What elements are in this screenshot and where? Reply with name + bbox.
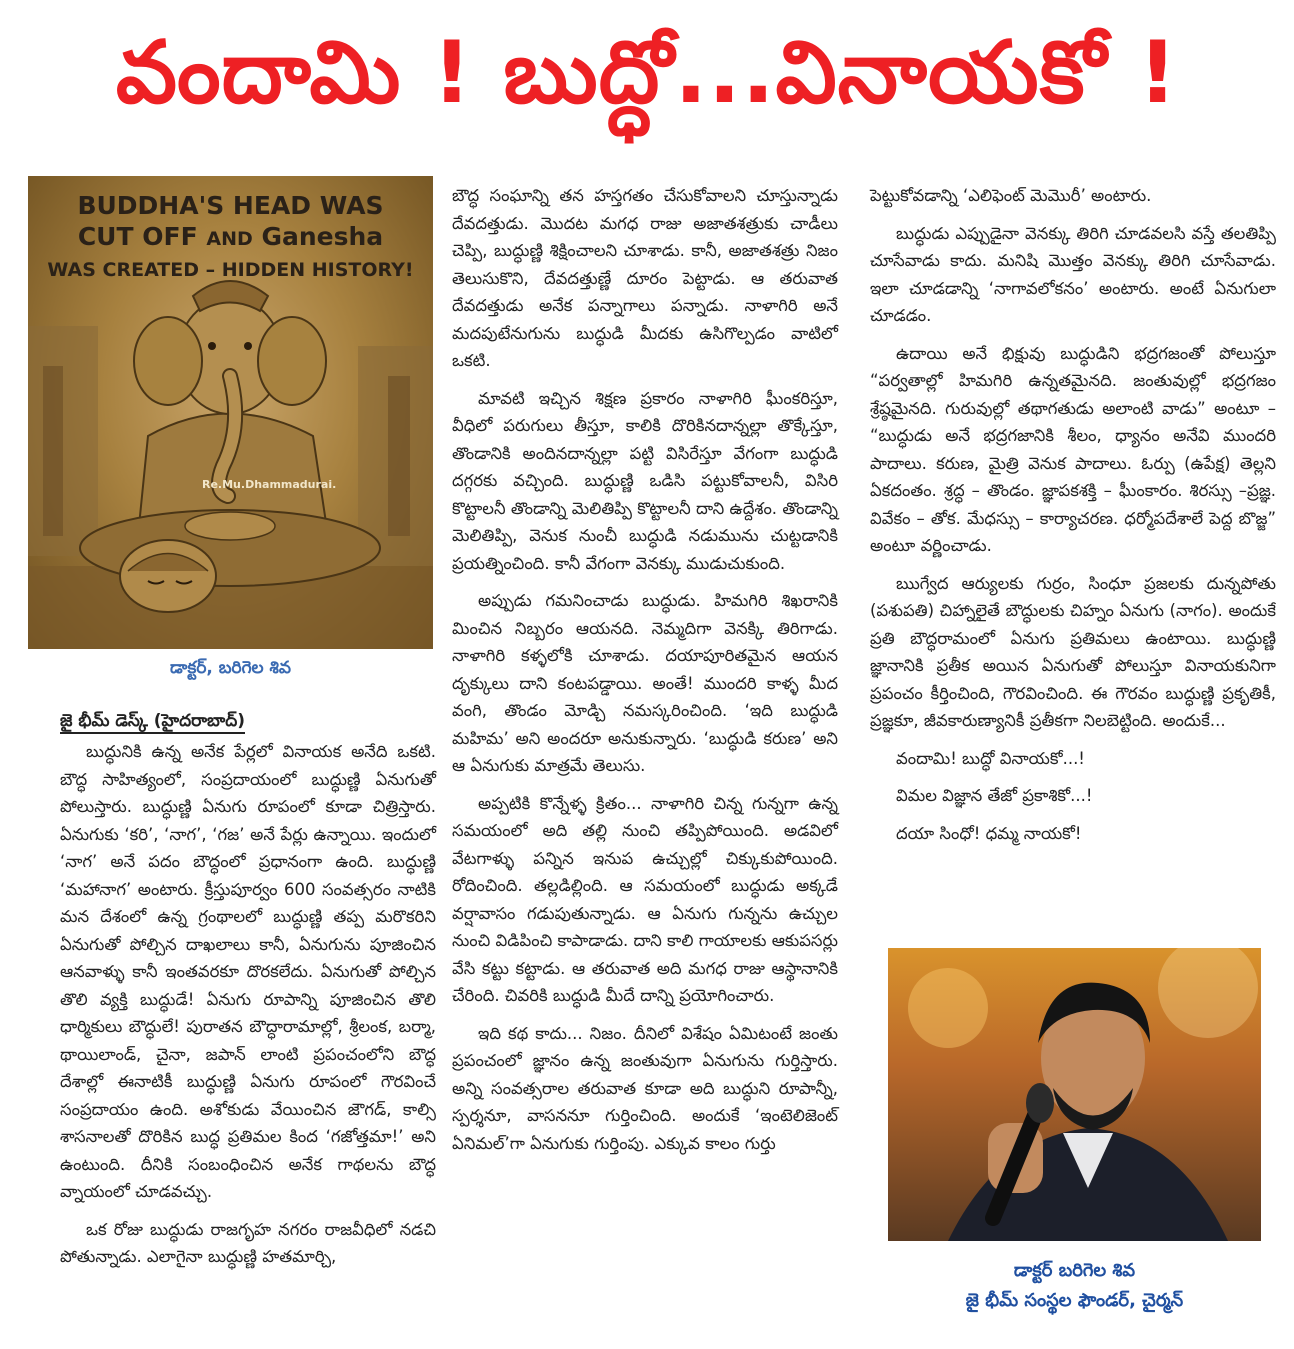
article-column-2 bbox=[452, 182, 838, 1167]
paragraph: ఉదాయి అనే భిక్షువు బుద్ధుడిని భద్రగజంతో పోలుస్తూ “పర్వతాల్లో హిమగిరి ఉన్నతమైనది. జంతువుల్లో భద్రగజం శ్రేష్ఠమైనది. గురువుల్లో తథాగతుడు అలాంటి వాడు” అంటూ – “బుద్ధుడు అనే భద్రగజానికి శీలం, ధ్యానం అనేవి ముందరి పాదాలు. కరుణ, మైత్రి వెనుక పాదాలు. ఓర్పు (ఉపేక్ష) తెల్లని ఏకదంతం. శ్రద్ధ – తొండం. జ్ఞాపకశక్తి – ఘీంకారం. శిరస్సు –ప్రజ్ఞ. వివేకం – తోక. మేధస్సు – కార్యాచరణ. ధర్మోపదేశాలే పెద్ద బొజ్జ” అంటూ వర్ణించాడు. bbox=[870, 343, 1276, 555]
paragraph: పెట్టుకోవడాన్ని ‘ఎలిఫెంట్‌ మెమొరీ’ అంటారు. bbox=[870, 186, 1152, 205]
article-column-1 bbox=[60, 738, 436, 1281]
verse-line: దయా సింధో! ధమ్మ నాయకో! bbox=[896, 823, 1082, 843]
poster-caption: డాక్టర్‌, బరిగెల శివ bbox=[170, 658, 291, 678]
author-title: జై భీమ్‌ సంస్థల ఫౌండర్‌, చైర్మన్‌ bbox=[965, 1290, 1184, 1311]
dateline: జై భీమ్‌ డెస్క్‌ (హైదరాబాద్‌) bbox=[60, 710, 245, 734]
paragraph: అప్పుడు గమనించాడు బుద్ధుడు. హిమగిరి శిఖరానికి మించిన నిబ్బరం ఆయనది. నెమ్మదిగా వెనక్కి తిరిగాడు. నాళాగిరి కళ్ళలోకి చూశాడు. దయాపూరితమైన ఆయన దృక్కులు దాని కంటపడ్డాయి. అంతే! ముందరి కాళ్ళ మీద వంగి, తొండం మోడ్చి నమస్కరించింది. ‘ఇది బుద్ధుడి మహిమ’ అని అందరూ అనుకున్నారు. ‘బుద్ధుడి కరుణ’ అని ఆ ఏనుగుకు మాత్రమే తెలుసు. bbox=[452, 591, 838, 775]
paragraph: బుద్ధుడు ఎప్పుడైనా వెనక్కు తిరిగి చూడవలసి వస్తే తలతిప్పి చూసేవాడు కాదు. మనిషి మొత్తం వెనక్కు తిరిగి చూసేవాడు. ఇలా చూడడాన్ని ‘నాగావలోకనం’ అంటారు. అంటే ఏనుగులా చూడడం. bbox=[870, 223, 1276, 325]
paragraph: బుద్ధునికి ఉన్న అనేక పేర్లలో వినాయక అనేది ఒకటి. బౌద్ధ సాహిత్యంలో, సంప్రదాయంలో బుద్ధుణ్ణి ఏనుగుతో పోలుస్తారు. బుద్ధుణ్ణి ఏనుగు రూపంలో కూడా చిత్రిస్తారు. ఏనుగుకు ‘కరి’, ‘నాగ’, ‘గజ’ అనే పేర్లు ఉన్నాయి. ఇందులో ‘నాగ’ అనే పదం బౌద్ధంలో ప్రధానంగా ఉంది. బుద్ధుణ్ణి ‘మహానాగ’ అంటారు. క్రీస్తుపూర్వం 600 సంవత్సరం నాటికి మన దేశంలో ఉన్న గ్రంథాలలో బుద్ధుణ్ణి తప్ప మరొకరిని ఏనుగుతో పోల్చిన దాఖలాలు కానీ, ఏనుగును పూజించిన ఆనవాళ్ళు కానీ ఇంతవరకూ దొరకలేదు. ఏనుగుతో పోల్చిన తొలి వ్యక్తి బుద్ధుడే! ఏనుగు రూపాన్ని పూజించిన తొలి ధార్మికులు బౌద్ధులే! పురాతన బౌద్ధారామాల్లో, శ్రీలంక, బర్మా, థాయిలాండ్‌, చైనా, జపాన్‌ లాంటి ప్రపంచంలోని బౌద్ధ దేశాల్లో ఈనాటికీ బుద్ధుణ్ణి ఏనుగు రూపంలో గౌరవించే సంప్రదాయం ఉంది. అశోకుడు వేయించిన జౌగడ్‌, కాల్సి శాసనాలతో దొరికిన బుద్ధ ప్రతిమల కింద ‘గజోత్తమా!’ అని ఉంటుంది. దీనికి సంబంధించిన అనేక గాథలను బౌద్ధ వ్నాయంలో చూడవచ్చు. bbox=[60, 742, 436, 1201]
poster-image bbox=[28, 176, 433, 649]
paragraph: మావటి ఇచ్చిన శిక్షణ ప్రకారం నాళాగిరి ఘీంకరిస్తూ, వీధిలో పరుగులు తీస్తూ, కాలికి దొరికినదాన్నల్లా తొక్కేస్తూ, తొండానికి అందినదాన్నల్లా పట్టి విసిరేస్తూ వేగంగా బుద్ధుడి దగ్గరకు వచ్చింది. బుద్ధుణ్ణి ఒడిసి పట్టుకోవాలనీ, విసిరి కొట్టాలనీ తొండాన్ని మెలితిప్పి కొట్టాలనీ దాని ఉద్దేశం. తొండాన్ని మెలితిప్పి, వెనుక నుంచీ బుద్ధుడి నడుమును చుట్టడానికి ప్రయత్నించింది. కానీ వేగంగా వెనక్కు ముడుచుకుంది. bbox=[452, 388, 838, 573]
paragraph: ఒక రోజు బుద్ధుడు రాజగృహ నగరం రాజవీధిలో నడచి పోతున్నాడు. ఎలాగైనా బుద్ధుణ్ణి హతమార్చి, bbox=[60, 1219, 436, 1266]
paragraph: అప్పటికి కొన్నేళ్ళ క్రితం... నాళాగిరి చిన్న గున్నగా ఉన్న సమయంలో అది తల్లి నుంచి తప్పిపోయింది. అడవిలో వేటగాళ్ళు పన్నిన ఇనుప ఉచ్చుల్లో చిక్కుకుపోయింది. రోదించింది. తల్లడిల్లింది. ఆ సమయంలో బుద్ధుడు అక్కడే వర్షావాసం గడుపుతున్నాడు. ఆ ఏనుగు గున్నను ఉచ్చుల నుంచి విడిపించి కాపాడాడు. దాని కాలి గాయాలకు ఆకుపసర్లు వేసి కట్టు కట్టాడు. ఆ తరువాత అది మగధ రాజు ఆస్థానానికి చేరింది. చివరికి బుద్ధుడి మీదే దాన్ని ప్రయోగించారు. bbox=[452, 793, 838, 1005]
article-column-3 bbox=[870, 182, 1276, 857]
paragraph: ఋగ్వేద ఆర్యులకు గుర్రం, సింధూ ప్రజలకు దున్నపోతు (పశుపతి) చిహ్నాలైతే బౌద్ధులకు చిహ్నం ఏనుగు (నాగం). అందుకే ప్రతి బౌద్ధరామంలో ఏనుగు ప్రతిమలు ఉంటాయి. బుద్ధుణ్ణి జ్ఞానానికి ప్రతీక అయిన ఏనుగుతో పోలుస్తూ వినాయకునిగా ప్రపంచం కీర్తించింది, గౌరవించింది. ఈ గౌరవం బుద్ధుణ్ణి ప్రకృతికీ, ప్రజ్ఞకూ, జీవకారుణ్యానికీ ప్రతీకగా నిలబెట్టింది. అందుకే... bbox=[870, 573, 1276, 730]
verse-line: విమల విజ్ఞాన తేజో ప్రకాశికో...! bbox=[896, 786, 1093, 805]
author-caption bbox=[888, 1256, 1261, 1316]
poster-watermark: Re.Mu.Dhammadurai. bbox=[202, 478, 337, 491]
poster-title: BUDDHA'S HEAD WAS CUT OFF AND Ganesha WAS CREATED – HIDDEN HISTORY! bbox=[47, 191, 414, 281]
author-name: డాక్టర్‌ బరిగెల శివ bbox=[1013, 1260, 1136, 1281]
author-photo bbox=[888, 948, 1261, 1241]
paragraph: బౌద్ధ సంఘాన్ని తన హస్తగతం చేసుకోవాలని చూస్తున్నాడు దేవదత్తుడు. మొదట మగధ రాజు అజాతశత్రుకు చాడీలు చెప్పి, బుద్ధుణ్ణి శిక్షించాలని చూశాడు. కానీ, అజాతశత్రు నిజం తెలుసుకొని, దేవదత్తుణ్ణే దూరం పెట్టాడు. ఆ తరువాత దేవదత్తుడు అనేక పన్నాగాలు పన్నాడు. నాళాగిరి అనే మదపుటేనుగును బుద్ధుడి మీదకు ఉసిగొల్పడం వాటిలో ఒకటి. bbox=[452, 186, 838, 370]
speaker-illustration bbox=[888, 948, 1261, 1241]
paragraph: ఇది కథ కాదు... నిజం. దీనిలో విశేషం ఏమిటంటే జంతు ప్రపంచంలో జ్ఞానం ఉన్న జంతువుగా ఏనుగును గుర్తిస్తారు. అన్ని సంవత్సరాల తరువాత కూడా అది బుద్ధుని రూపాన్నీ, స్పర్శనూ, వాసననూ గుర్తించింది. అందుకే ‘ఇంటెలిజెంట్‌ ఏనిమల్‌’గా ఏనుగుకు గుర్తింపు. ఎక్కువ కాలం గుర్తు bbox=[452, 1023, 838, 1153]
headline: వందామి ! బుద్ధో...వినాయకో ! bbox=[115, 23, 1179, 123]
verse-line: వందామి! బుద్ధో వినాయకో...! bbox=[896, 748, 1085, 768]
